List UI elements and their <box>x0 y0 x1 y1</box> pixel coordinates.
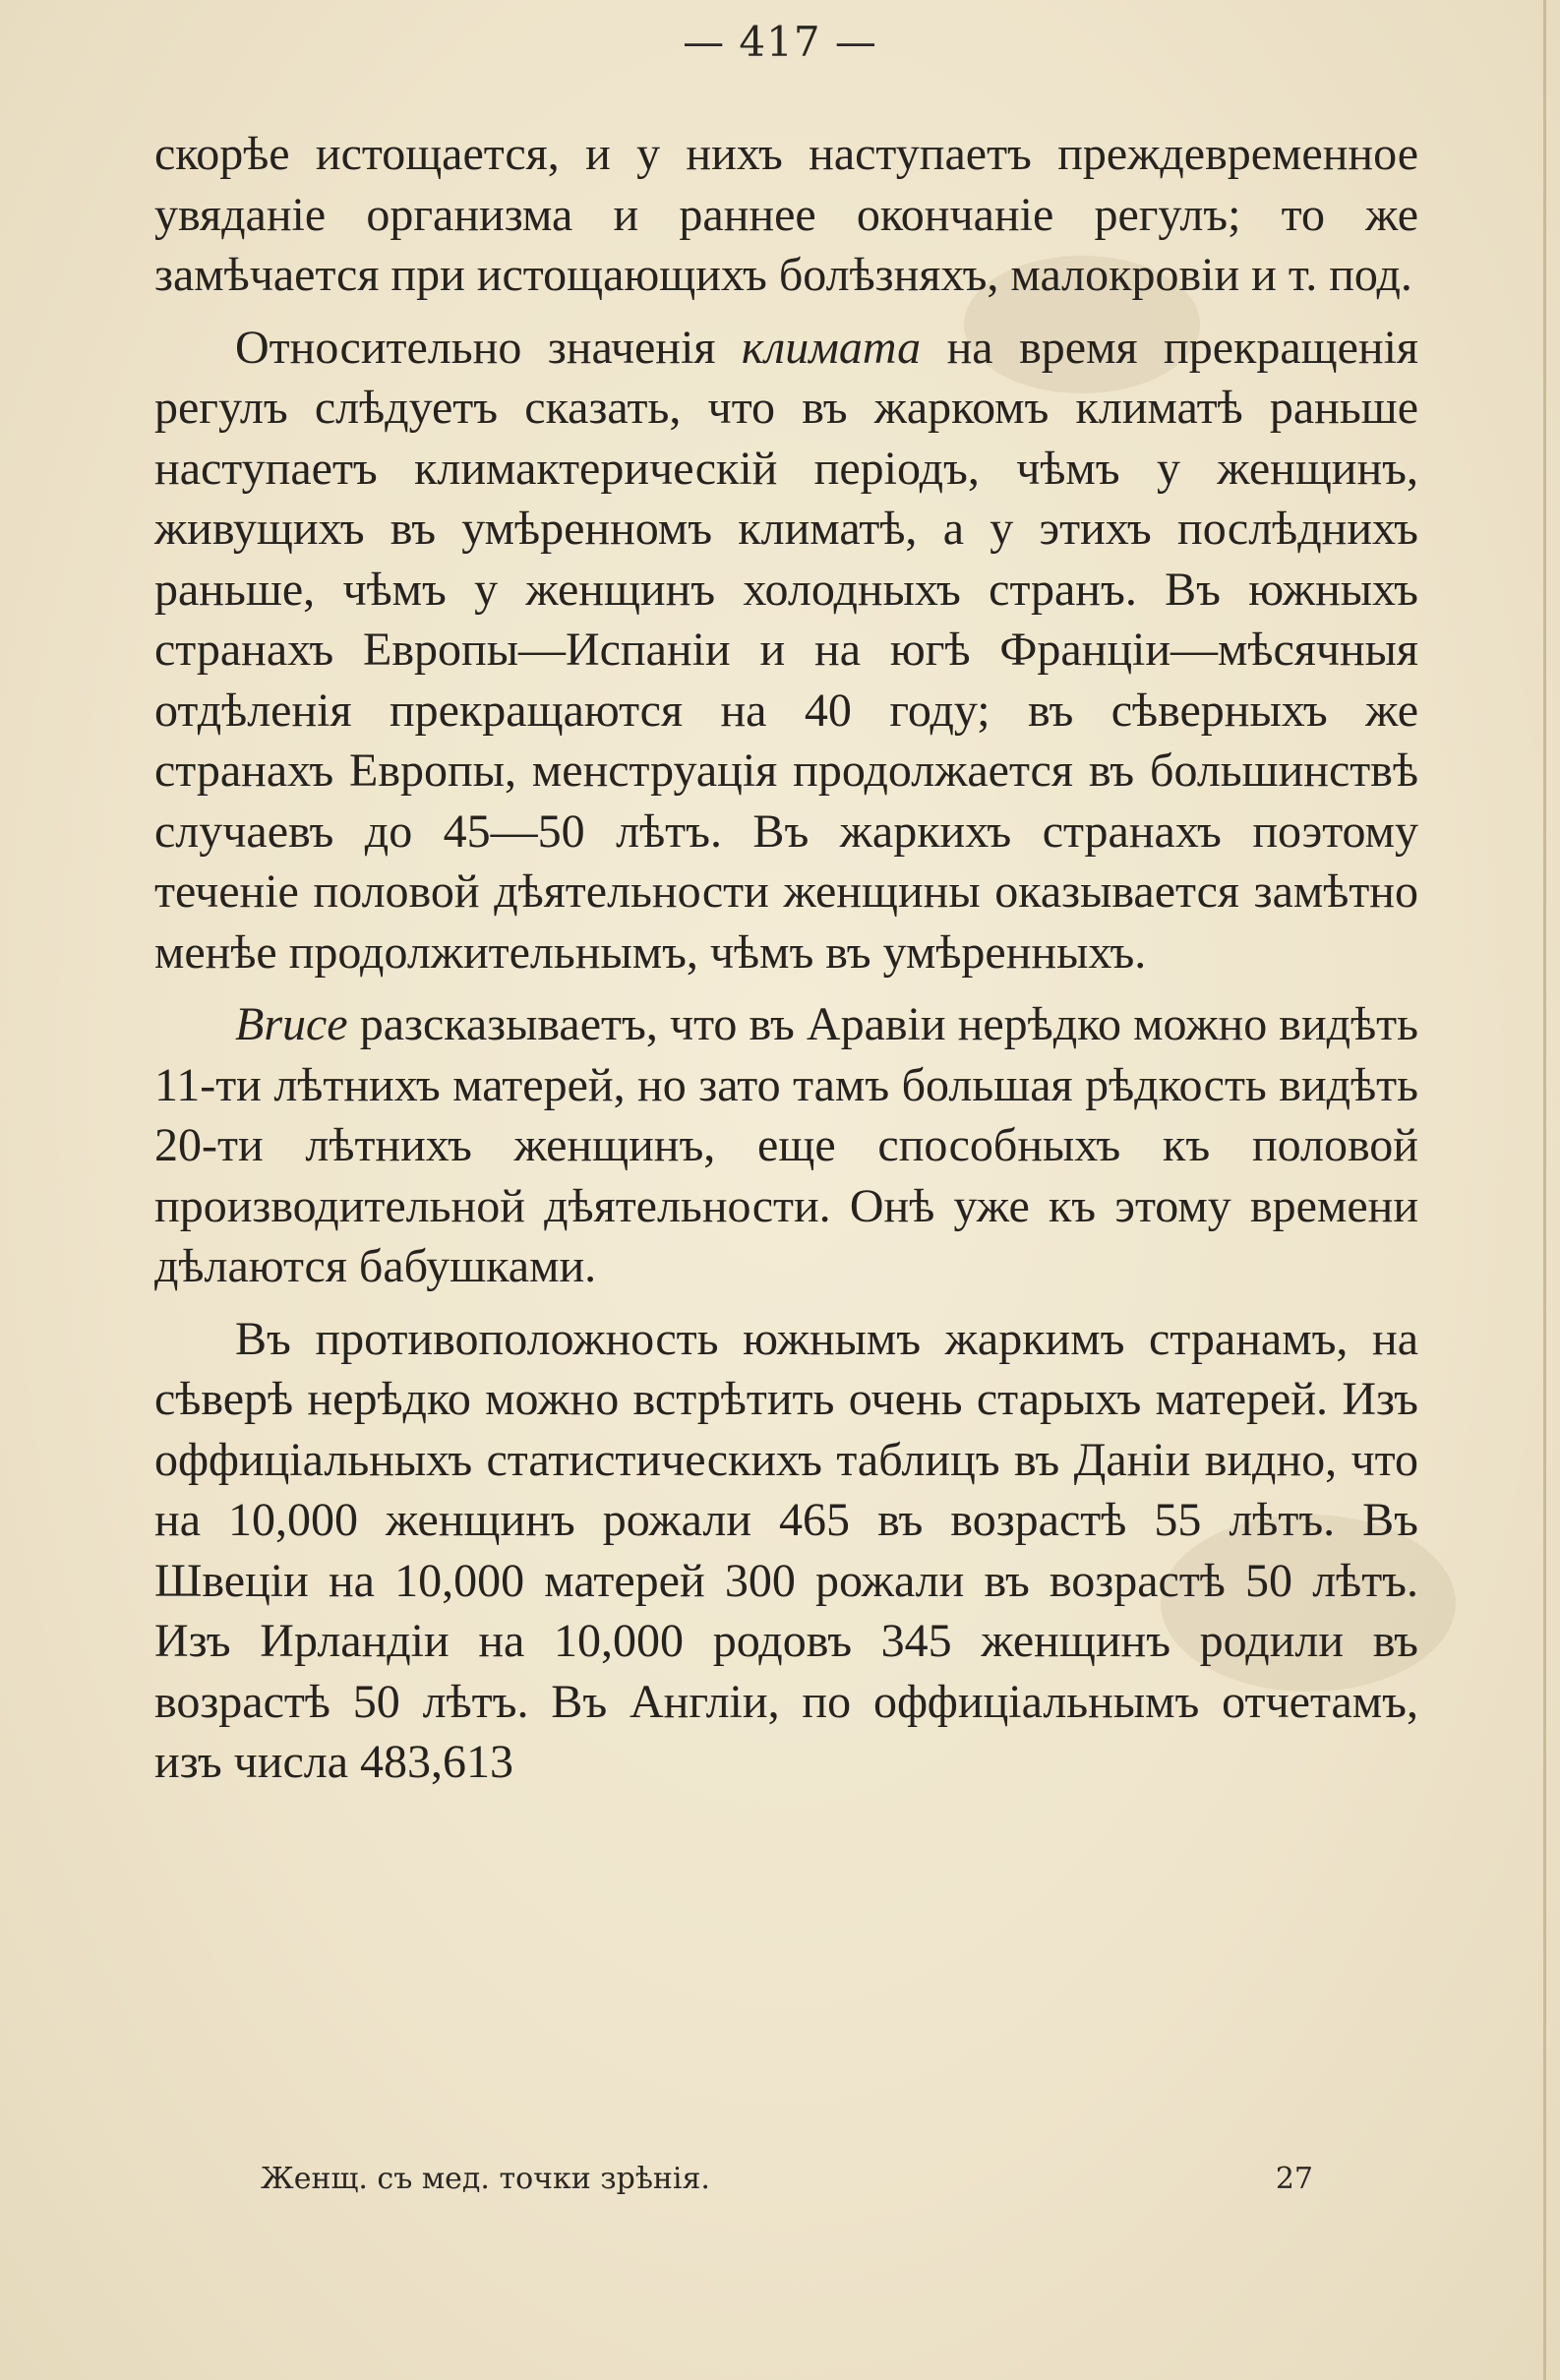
emphasized-text: Bruce <box>235 998 348 1050</box>
text-run: Въ противоположность южнымъ жаркимъ странамъ, на сѣверѣ нерѣдко можно встрѣтить очень старыхъ матерей. Изъ оффиціальныхъ статистическихъ таблицъ въ Даніи видно, что на 10,000 женщинъ рожали 465 въ возрастѣ 55 лѣтъ. Въ Швеціи на 10,000 матерей 300 рожали въ возрастѣ 50 лѣтъ. Изъ Ирландіи на 10,000 родовъ 345 женщинъ родили въ возрастѣ 50 лѣтъ. Въ Англіи, по оффиціальнымъ отчетамъ, изъ числа 483,613 <box>154 1312 1418 1788</box>
text-run: Относительно значенія <box>235 321 742 374</box>
page-number: — 417 — <box>683 18 877 66</box>
paragraph <box>154 318 1418 983</box>
text-run: скорѣе истощается, и у нихъ наступаетъ преждевременное увяданіе организма и раннее окончаніе регулъ; то же замѣчается при истощающихъ болѣзняхъ, малокровіи и т. под. <box>154 128 1418 301</box>
footer-sheet-number: 27 <box>1275 2162 1313 2196</box>
emphasized-text: климата <box>741 321 922 374</box>
page-footer <box>261 2162 1313 2196</box>
page-edge-line <box>1543 0 1546 2380</box>
paragraph <box>154 1309 1418 1793</box>
footer-signature: Женщ. съ мед. точки зрѣнія. <box>261 2162 710 2196</box>
paragraph <box>154 124 1418 306</box>
text-run: на время прекращенія регулъ слѣдуетъ сказать, что въ жаркомъ климатѣ раньше наступаетъ климактерическій періодъ, чѣмъ у женщинъ, живущихъ въ умѣренномъ климатѣ, а у этихъ послѣднихъ раньше, чѣмъ у женщинъ холодныхъ странъ. Въ южныхъ странахъ Европы—Испаніи и на югѣ Франціи—мѣсячныя отдѣленія прекращаются на 40 году; въ сѣверныхъ же странахъ Европы, менструація продолжается въ большинствѣ случаевъ до 45—50 лѣтъ. Въ жаркихъ странахъ поэтому теченіе половой дѣятельности женщины оказывается замѣтно менѣе продолжительнымъ, чѣмъ въ умѣренныхъ. <box>154 321 1418 979</box>
body-text <box>154 124 1418 1805</box>
paragraph <box>154 994 1418 1297</box>
text-run: разсказываетъ, что въ Аравіи нерѣдко можно видѣть 11-ти лѣтнихъ матерей, но зато тамъ большая рѣдкость видѣть 20-ти лѣтнихъ женщинъ, еще способныхъ къ половой производительной дѣятельности. Онѣ уже къ этому времени дѣлаются бабушками. <box>154 998 1418 1292</box>
